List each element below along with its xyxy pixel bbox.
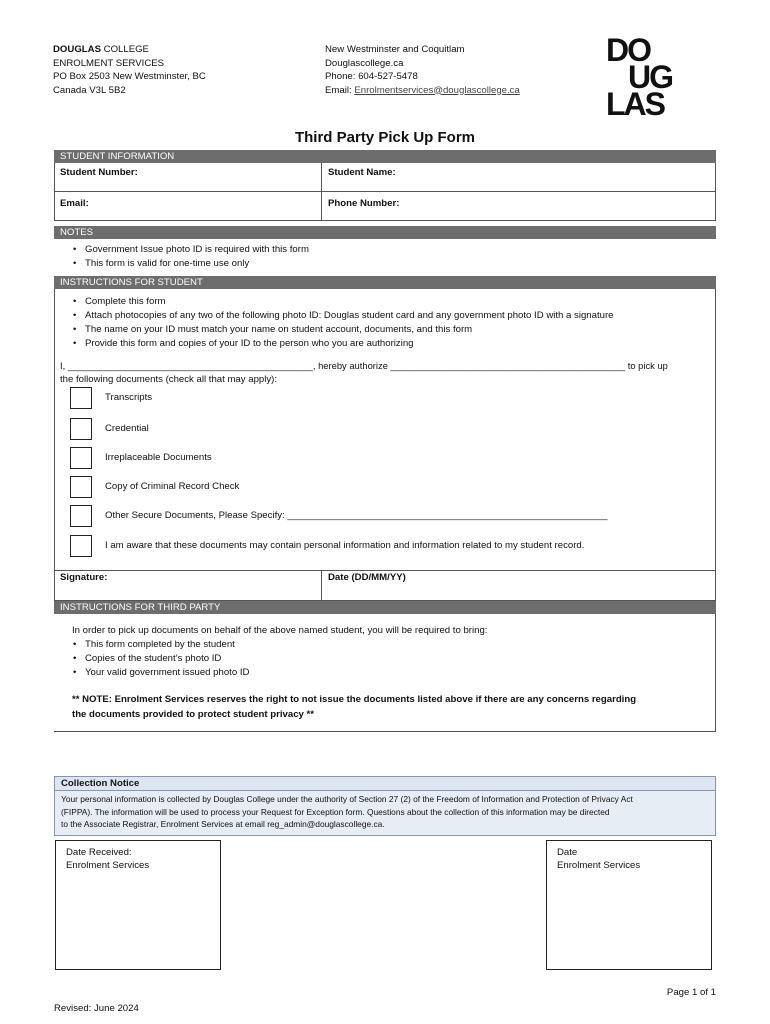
college-address — [53, 43, 206, 97]
third-party-heading: INSTRUCTIONS FOR THIRD PARTY — [54, 601, 716, 614]
privacy-note: ** NOTE: Enrolment Services reserves the right to not issue the documents listed above if there are any concerns regarding — [72, 694, 637, 705]
campus-text: New Westminster and Coquitlam — [325, 44, 465, 55]
third-party-intro: In order to pick up documents on behalf of the above named student, you will be required to bring: — [72, 625, 488, 636]
checkbox-acknowledgement[interactable] — [70, 535, 92, 557]
third-party-list — [70, 638, 249, 680]
checkbox-label: Transcripts — [105, 392, 153, 403]
date-processed-box[interactable] — [546, 840, 712, 970]
date-field[interactable]: Date (DD/MM/YY) — [328, 572, 406, 583]
checkbox-label: Other Secure Documents, Please Specify: ____________________________________________________________ — [105, 510, 608, 521]
student-name-field[interactable]: Student Name: — [328, 167, 396, 178]
list-item: • This form is valid for one-time use only — [70, 257, 309, 271]
college-name-bold: DOUGLAS — [53, 44, 101, 55]
checkbox-label: Copy of Criminal Record Check — [105, 481, 240, 492]
checkbox-credential[interactable] — [70, 418, 92, 440]
revision-date: Revised: June 2024 — [54, 1003, 139, 1014]
logo-line: LAS — [606, 86, 664, 122]
checkbox-label: Irreplaceable Documents — [105, 452, 212, 463]
email-label: Email: — [325, 84, 355, 96]
student-info-heading: STUDENT INFORMATION — [54, 150, 716, 163]
authorization-line[interactable]: I, _______________________________________________, hereby authorize _____________________________________________ to pick up — [60, 360, 668, 371]
list-item: • Government Issue photo ID is required with this form — [70, 243, 309, 257]
checkbox-transcripts[interactable] — [70, 387, 92, 409]
enrolment-services-label: Enrolment Services — [66, 860, 150, 871]
notice-line: Your personal information is collected by Douglas College under the authority of Section 27 (2) of the Freedom of Information and Protection of Privacy Act — [61, 794, 633, 804]
email-link[interactable]: Enrolmentservices@douglascollege.ca — [354, 84, 520, 96]
page-number: Page 1 of 1 — [666, 987, 716, 998]
collection-notice-heading: Collection Notice — [54, 776, 716, 790]
list-item: • The name on your ID must match your name on student account, documents, and this form — [70, 323, 614, 337]
logo-line: UG — [628, 59, 672, 95]
address-line: PO Box 2503 New Westminster, BC — [53, 71, 206, 82]
student-instructions-list — [70, 295, 614, 351]
collection-notice-body — [54, 790, 716, 836]
student-info-table — [54, 163, 716, 221]
student-instructions-heading: INSTRUCTIONS FOR STUDENT — [54, 276, 716, 289]
college-name-rest: COLLEGE — [100, 44, 149, 55]
list-item: • Provide this form and copies of your ID to the person who you are authorizing — [70, 337, 614, 351]
signature-field[interactable]: Signature: — [60, 572, 108, 583]
form-title: Third Party Pick Up Form — [294, 129, 476, 146]
notes-list — [70, 243, 309, 271]
logo-line: DO — [606, 32, 650, 68]
address-line: Canada V3L 5B2 — [53, 84, 126, 96]
enrolment-services-label: Enrolment Services — [557, 860, 641, 871]
student-number-field[interactable]: Student Number: — [60, 167, 138, 178]
authorization-line-2: the following documents (check all that may apply): — [60, 374, 278, 385]
date-label: Date — [557, 847, 578, 858]
date-received-box[interactable] — [55, 840, 221, 970]
list-item: • Attach photocopies of any two of the following photo ID: Douglas student card and any government photo ID with a signature — [70, 309, 614, 323]
notes-heading: NOTES — [54, 226, 716, 239]
date-received-label: Date Received: — [66, 847, 132, 858]
douglas-logo — [606, 32, 696, 122]
list-item: • Complete this form — [70, 295, 614, 309]
list-item: • Copies of the student’s photo ID — [70, 652, 249, 666]
phone-text: Phone: 604-527-5478 — [325, 71, 418, 82]
website-text: Douglascollege.ca — [325, 57, 404, 69]
checkbox-other-secure-documents[interactable] — [70, 505, 92, 527]
checkbox-label: Credential — [105, 423, 149, 434]
list-item: • Your valid government issued photo ID — [70, 666, 249, 680]
privacy-note-2: the documents provided to protect student privacy ** — [72, 709, 315, 720]
address-line: ENROLMENT SERVICES — [53, 57, 165, 69]
college-contact — [325, 43, 520, 97]
checkbox-label: I am aware that these documents may contain personal information and information related to my student record. — [105, 540, 585, 551]
checkbox-criminal-record-check[interactable] — [70, 476, 92, 498]
phone-number-field[interactable]: Phone Number: — [328, 198, 400, 209]
notice-line: (FIPPA). The information will be used to process your Request for Exception form. Questions about the collection of this information may be directed — [61, 806, 610, 817]
email-field[interactable]: Email: — [60, 198, 89, 209]
notice-line: to the Associate Registrar, Enrolment Services at email reg_admin@douglascollege.ca. — [61, 819, 385, 829]
list-item: • This form completed by the student — [70, 638, 249, 652]
checkbox-irreplaceable-documents[interactable] — [70, 447, 92, 469]
